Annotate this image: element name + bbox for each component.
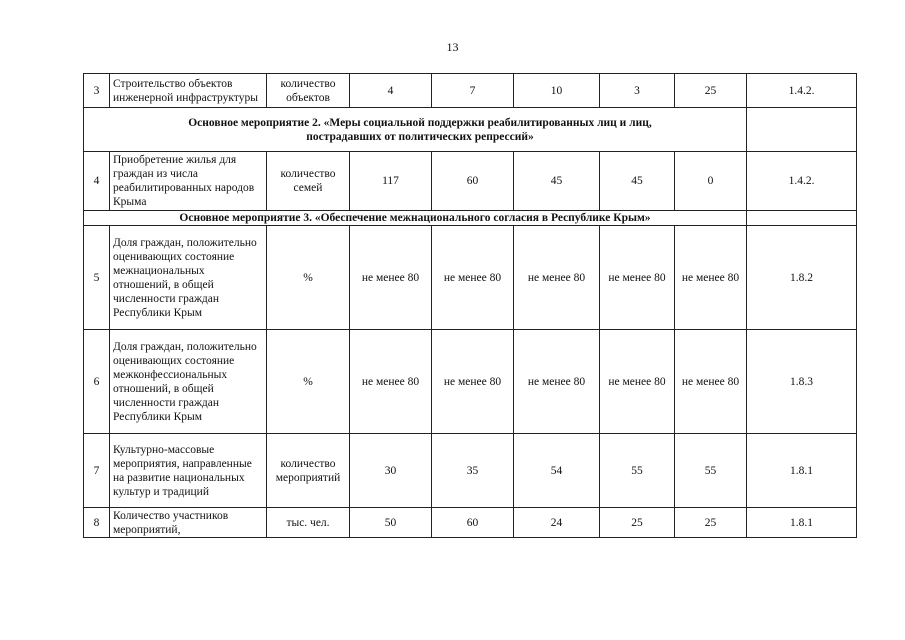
value-cell: не менее 80 xyxy=(350,226,432,330)
reference-cell: 1.4.2. xyxy=(747,74,857,108)
value-cell: 60 xyxy=(432,508,514,538)
section-heading: Основное мероприятие 2. «Меры социальной поддержки реабилитированных лиц и лиц, пострадавших от политических репрессий» xyxy=(84,108,747,152)
table-row xyxy=(84,508,857,538)
value-cell: 3 xyxy=(600,74,675,108)
row-number: 4 xyxy=(84,152,110,211)
empty-cell xyxy=(747,211,857,226)
indicator-name: Культурно-массовые мероприятия, направленные на развитие национальных культур и традиций xyxy=(110,434,267,508)
value-cell: не менее 80 xyxy=(514,226,600,330)
indicator-name: Доля граждан, положительно оценивающих состояние межнациональных отношений, в общей численности граждан Республики Крым xyxy=(110,226,267,330)
reference-cell: 1.8.2 xyxy=(747,226,857,330)
page-number: 13 xyxy=(446,40,459,54)
value-cell: 30 xyxy=(350,434,432,508)
section-row xyxy=(84,108,857,152)
reference-cell: 1.8.3 xyxy=(747,330,857,434)
value-cell: 10 xyxy=(514,74,600,108)
value-cell: не менее 80 xyxy=(514,330,600,434)
value-cell: не менее 80 xyxy=(432,330,514,434)
value-cell: не менее 80 xyxy=(675,330,747,434)
value-cell: 25 xyxy=(675,508,747,538)
reference-cell: 1.4.2. xyxy=(747,152,857,211)
unit-cell: количество семей xyxy=(267,152,350,211)
section-row xyxy=(84,211,857,226)
indicator-name: Строительство объектов инженерной инфраструктуры xyxy=(110,74,267,108)
reference-cell: 1.8.1 xyxy=(747,434,857,508)
indicators-table xyxy=(83,73,857,538)
indicator-name: Приобретение жилья для граждан из числа реабилитированных народов Крыма xyxy=(110,152,267,211)
unit-cell: % xyxy=(267,330,350,434)
value-cell: не менее 80 xyxy=(600,330,675,434)
section-heading: Основное мероприятие 3. «Обеспечение межнационального согласия в Республике Крым» xyxy=(84,211,747,226)
value-cell: 55 xyxy=(600,434,675,508)
empty-cell xyxy=(747,108,857,152)
table-row xyxy=(84,74,857,108)
unit-cell: % xyxy=(267,226,350,330)
value-cell: не менее 80 xyxy=(675,226,747,330)
table-row xyxy=(84,226,857,330)
reference-cell: 1.8.1 xyxy=(747,508,857,538)
value-cell: 60 xyxy=(432,152,514,211)
row-number: 3 xyxy=(84,74,110,108)
value-cell: 0 xyxy=(675,152,747,211)
value-cell: 45 xyxy=(600,152,675,211)
row-number: 8 xyxy=(84,508,110,538)
value-cell: 7 xyxy=(432,74,514,108)
value-cell: 35 xyxy=(432,434,514,508)
row-number: 6 xyxy=(84,330,110,434)
value-cell: 4 xyxy=(350,74,432,108)
table-row xyxy=(84,434,857,508)
value-cell: 54 xyxy=(514,434,600,508)
table-row xyxy=(84,152,857,211)
indicator-name: Количество участников мероприятий, xyxy=(110,508,267,538)
value-cell: 25 xyxy=(600,508,675,538)
unit-cell: количество мероприятий xyxy=(267,434,350,508)
value-cell: не менее 80 xyxy=(350,330,432,434)
value-cell: 45 xyxy=(514,152,600,211)
value-cell: 50 xyxy=(350,508,432,538)
value-cell: 25 xyxy=(675,74,747,108)
value-cell: не менее 80 xyxy=(432,226,514,330)
table-row xyxy=(84,330,857,434)
value-cell: не менее 80 xyxy=(600,226,675,330)
indicator-name: Доля граждан, положительно оценивающих состояние межконфессиональных отношений, в общей численности граждан Республики Крым xyxy=(110,330,267,434)
unit-cell: количество объектов xyxy=(267,74,350,108)
value-cell: 24 xyxy=(514,508,600,538)
row-number: 7 xyxy=(84,434,110,508)
value-cell: 117 xyxy=(350,152,432,211)
value-cell: 55 xyxy=(675,434,747,508)
row-number: 5 xyxy=(84,226,110,330)
unit-cell: тыс. чел. xyxy=(267,508,350,538)
